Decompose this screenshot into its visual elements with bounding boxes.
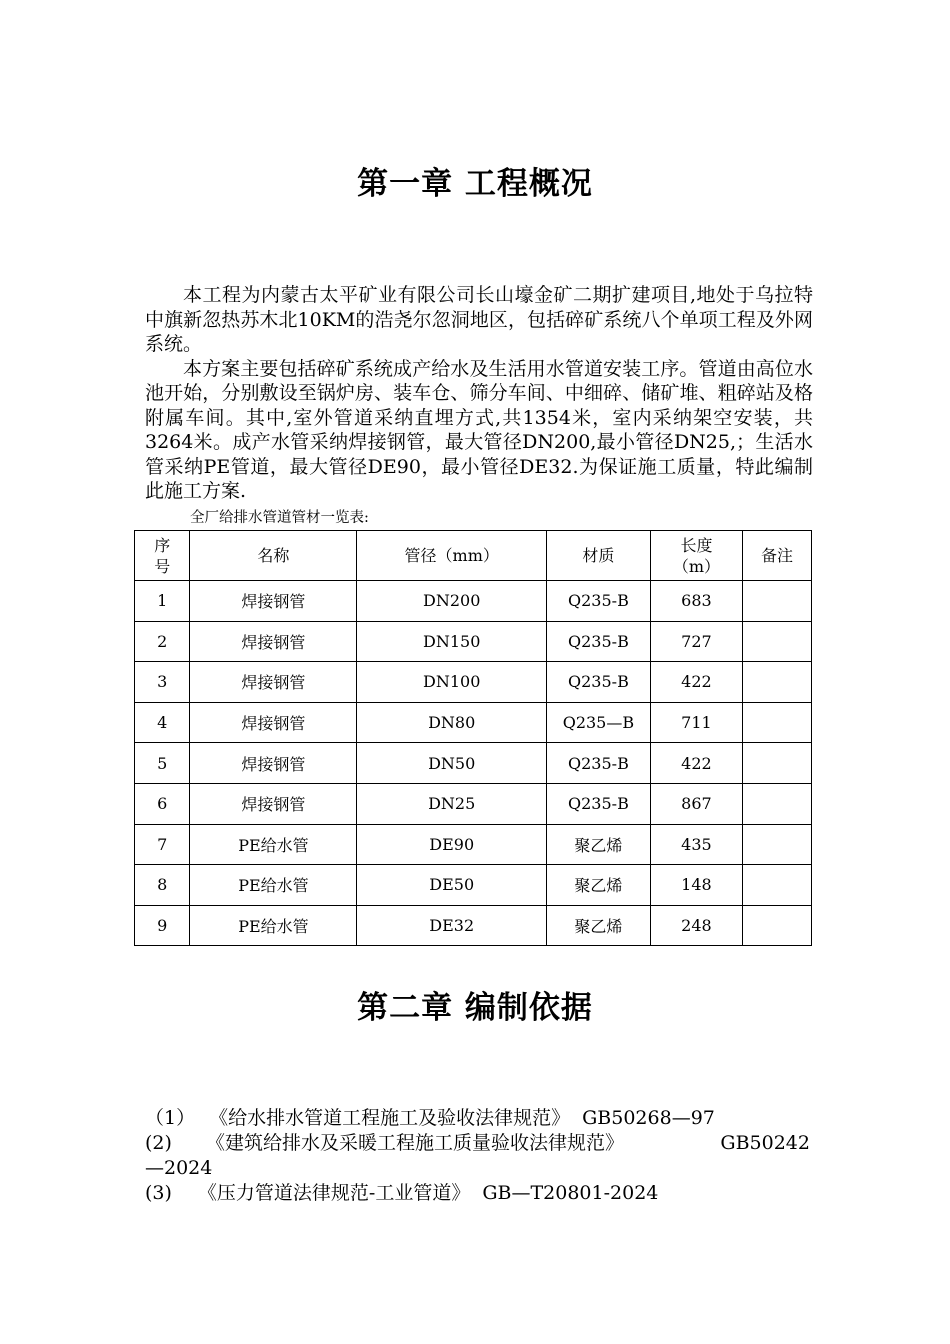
cell-material: 聚乙烯 [547,865,651,906]
cell-diameter: DN25 [357,783,547,824]
cell-name: 焊接钢管 [190,662,357,703]
cell-name: 焊接钢管 [190,621,357,662]
pipe-materials-table [134,530,812,946]
cell-diameter: DN50 [357,743,547,784]
cell-length: 148 [650,865,742,906]
cell-no: 5 [135,743,190,784]
cell-material: 聚乙烯 [547,905,651,946]
chapter-2-title: 第二章 编制依据 [357,990,593,1026]
cell-remark [743,783,812,824]
cell-no: 6 [135,783,190,824]
cell-length: 435 [650,824,742,865]
header-name: 名称 [190,531,357,581]
paragraph-project-overview: 本工程为内蒙古太平矿业有限公司长山壕金矿二期扩建项目,地处于乌拉特中旗新忽热苏木北10KM的浩尧尔忽洞地区，包括碎矿系统八个单项工程及外网系统。 [145,284,813,355]
header-material: 材质 [547,531,651,581]
reference-code-continued: —2024 [145,1157,213,1179]
reference-code: GB50242 [720,1132,810,1154]
table-row [135,621,812,662]
cell-name: PE给水管 [190,824,357,865]
reference-code: GB50268—97 [582,1107,715,1129]
cell-remark [743,702,812,743]
cell-remark [743,865,812,906]
cell-name: 焊接钢管 [190,743,357,784]
reference-title: 《建筑给排水及采暖工程施工质量验收法律规范》 [206,1132,625,1154]
cell-remark [743,662,812,703]
cell-diameter: DN200 [357,581,547,622]
reference-title: 《压力管道法律规范-工业管道》 [197,1182,471,1204]
cell-no: 2 [135,621,190,662]
table-header-row [135,531,812,581]
cell-material: Q235-B [547,743,651,784]
cell-length: 683 [650,581,742,622]
cell-no: 8 [135,865,190,906]
table-row [135,824,812,865]
table-row [135,743,812,784]
cell-material: 聚乙烯 [547,824,651,865]
cell-length: 422 [650,743,742,784]
cell-material: Q235—B [547,702,651,743]
header-length: 长度 （m） [650,531,742,581]
table-row [135,865,812,906]
chapter-1-body [145,283,813,504]
cell-length: 867 [650,783,742,824]
cell-name: 焊接钢管 [190,581,357,622]
header-no: 序 号 [135,531,190,581]
cell-remark [743,905,812,946]
cell-name: 焊接钢管 [190,702,357,743]
cell-material: Q235-B [547,662,651,703]
cell-name: 焊接钢管 [190,783,357,824]
cell-name: PE给水管 [190,905,357,946]
cell-no: 1 [135,581,190,622]
cell-name: PE给水管 [190,865,357,906]
reference-code: GB—T20801-2024 [482,1182,659,1204]
table-row [135,581,812,622]
cell-material: Q235-B [547,783,651,824]
table-row [135,662,812,703]
cell-material: Q235-B [547,581,651,622]
table-row [135,702,812,743]
reference-item-continued [145,1156,810,1181]
cell-length: 248 [650,905,742,946]
cell-diameter: DE32 [357,905,547,946]
header-remark: 备注 [743,531,812,581]
cell-diameter: DE90 [357,824,547,865]
cell-diameter: DE50 [357,865,547,906]
cell-no: 9 [135,905,190,946]
reference-title: 《给水排水管道工程施工及验收法律规范》 [209,1107,571,1129]
cell-remark [743,824,812,865]
reference-number: (3) [145,1182,172,1204]
cell-remark [743,621,812,662]
cell-length: 711 [650,702,742,743]
reference-item [145,1131,810,1156]
cell-diameter: DN100 [357,662,547,703]
reference-item [145,1181,810,1206]
table-row [135,783,812,824]
table-row [135,905,812,946]
cell-remark [743,743,812,784]
cell-length: 422 [650,662,742,703]
cell-diameter: DN150 [357,621,547,662]
cell-no: 4 [135,702,190,743]
cell-diameter: DN80 [357,702,547,743]
table-caption: 全厂给排水管道管材一览表: [190,510,369,526]
cell-remark [743,581,812,622]
reference-item [145,1106,810,1131]
reference-number: （1） [145,1107,196,1129]
cell-material: Q235-B [547,621,651,662]
reference-list [145,1106,810,1206]
header-diameter: 管径（mm） [357,531,547,581]
cell-length: 727 [650,621,742,662]
chapter-1-title: 第一章 工程概况 [357,166,593,202]
cell-no: 7 [135,824,190,865]
cell-no: 3 [135,662,190,703]
reference-number: (2) [145,1132,172,1154]
paragraph-scope: 本方案主要包括碎矿系统成产给水及生活用水管道安装工序。管道由高位水池开始，分别敷设至锅炉房、装车仓、筛分车间、中细碎、储矿堆、粗碎站及格附属车间。其中,室外管道采纳直埋方式,共1354米，室内采纳架空安装，共3264米。成产水管采纳焊接钢管，最大管径DN200,最小管径DN25,；生活水管采纳PE管道，最大管径DE90，最小管径DE32.为保证施工质量，特此编制此施工方案. [145,357,813,502]
